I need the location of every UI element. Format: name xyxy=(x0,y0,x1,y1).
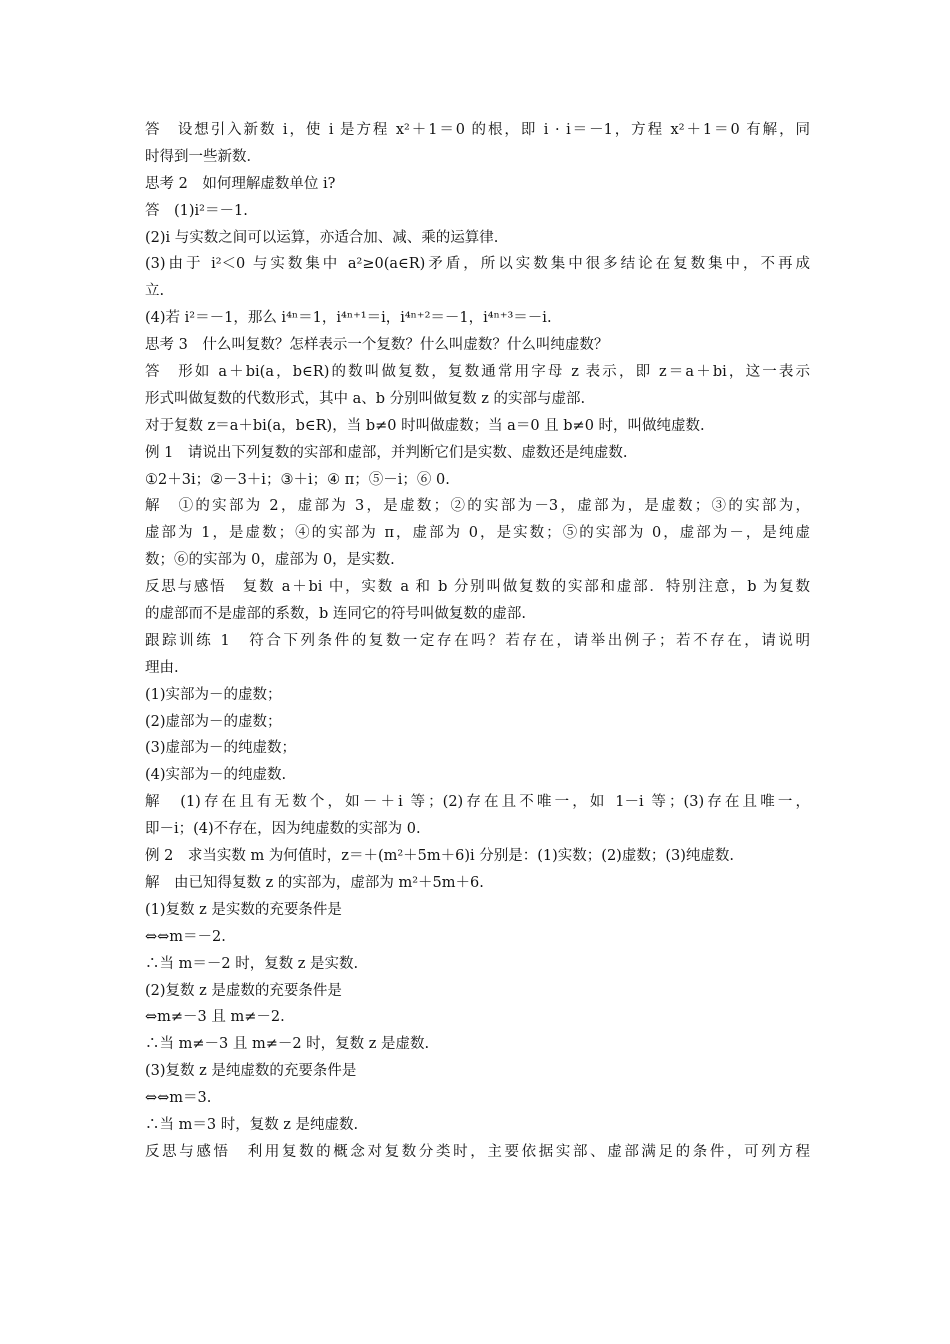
text-line: (3)由于 i²＜0 与实数集中 a²≥0(a∈R)矛盾，所以实数集中很多结论在复数集中，不再成 xyxy=(145,256,810,273)
text-line: 虚部为 1，是虚数；④的实部为 π，虚部为 0，是实数；⑤的实部为 0，虚部为－，是纯虚 xyxy=(145,525,810,542)
text-line: 思考 2 如何理解虚数单位 i? xyxy=(145,175,336,192)
text-line: 形式叫做复数的代数形式，其中 a、b 分别叫做复数 z 的实部与虚部. xyxy=(145,390,586,407)
text-line: (1)实部为－的虚数； xyxy=(145,686,282,703)
text-line: 反思与感悟 利用复数的概念对复数分类时，主要依据实部、虚部满足的条件，可列方程 xyxy=(145,1143,810,1160)
text-line: 对于复数 z＝a＋bi(a，b∈R)，当 b≠0 时叫做虚数；当 a＝0 且 b≠0 时，叫做纯虚数. xyxy=(145,417,705,434)
text-line: (2)虚部为－的虚数； xyxy=(145,713,282,730)
text-line: ⇔m≠－3 且 m≠－2. xyxy=(145,1009,285,1026)
text-line: 即－i；(4)不存在，因为纯虚数的实部为 0. xyxy=(145,821,421,838)
text-line: 反思与感悟 复数 a＋bi 中，实数 a 和 b 分别叫做复数的实部和虚部．特别注意，b 为复数 xyxy=(145,579,810,596)
text-line: (3)虚部为－的纯虚数； xyxy=(145,740,297,757)
text-line: 时得到一些新数． xyxy=(145,148,261,165)
text-line: 思考 3 什么叫复数？怎样表示一个复数？什么叫虚数？什么叫纯虚数？ xyxy=(145,337,609,354)
text-line: 立. xyxy=(145,283,165,300)
text-line: 数；⑥的实部为 0，虚部为 0，是实数. xyxy=(145,552,395,569)
text-line: ∴当 m＝3 时，复数 z 是纯虚数. xyxy=(145,1116,359,1133)
text-line: 答 设想引入新数 i，使 i 是方程 x²＋1＝0 的根，即 i · i＝－1，方程 x²＋1＝0 有解，同 xyxy=(145,122,810,138)
document-page xyxy=(145,117,810,1166)
text-line: 解 (1)存在且有无数个，如－＋i 等；(2)存在且不唯一，如 1－i 等；(3)存在且唯一， xyxy=(145,794,810,811)
text-line: ⇔⇔m＝3. xyxy=(145,1090,212,1107)
text-line: 解 由已知得复数 z 的实部为，虚部为 m²＋5m＋6. xyxy=(145,874,484,891)
text-line: (2)复数 z 是虚数的充要条件是 xyxy=(145,982,342,999)
text-line: ∴当 m＝－2 时，复数 z 是实数. xyxy=(145,955,359,972)
text-line: (1)复数 z 是实数的充要条件是 xyxy=(145,901,342,918)
text-line: 答 (1)i²＝－1. xyxy=(145,202,248,219)
text-line: (4)若 i²＝－1，那么 i⁴ⁿ＝1，i⁴ⁿ⁺¹＝i，i⁴ⁿ⁺²＝－1，i⁴ⁿ⁺³＝－i. xyxy=(145,310,552,327)
text-line: ∴当 m≠－3 且 m≠－2 时，复数 z 是虚数. xyxy=(145,1036,430,1053)
text-line: 理由. xyxy=(145,659,179,676)
text-line: 例 2 求当实数 m 为何值时，z＝＋(m²＋5m＋6)i 分别是：(1)实数；(2)虚数；(3)纯虚数. xyxy=(145,848,734,865)
text-line: ⇔⇔m＝－2. xyxy=(145,928,226,945)
text-line: ①2＋3i；②－3＋i；③＋i；④ π；⑤－i；⑥ 0. xyxy=(145,471,450,488)
text-line: (3)复数 z 是纯虚数的充要条件是 xyxy=(145,1063,357,1080)
text-line: 例 1 请说出下列复数的实部和虚部，并判断它们是实数、虚数还是纯虚数. xyxy=(145,444,628,461)
text-line: 解 ①的实部为 2，虚部为 3，是虚数；②的实部为－3，虚部为，是虚数；③的实部为， xyxy=(145,498,810,515)
text-line: 跟踪训练 1 符合下列条件的复数一定存在吗？若存在，请举出例子；若不存在，请说明 xyxy=(145,632,810,649)
text-line: (4)实部为－的纯虚数. xyxy=(145,767,287,784)
text-line: 的虚部而不是虚部的系数，b 连同它的符号叫做复数的虚部. xyxy=(145,606,526,623)
text-line: (2)i 与实数之间可以运算，亦适合加、减、乘的运算律. xyxy=(145,229,499,246)
text-line: 答 形如 a＋bi(a，b∈R)的数叫做复数，复数通常用字母 z 表示，即 z＝a＋bi，这一表示 xyxy=(145,364,810,381)
